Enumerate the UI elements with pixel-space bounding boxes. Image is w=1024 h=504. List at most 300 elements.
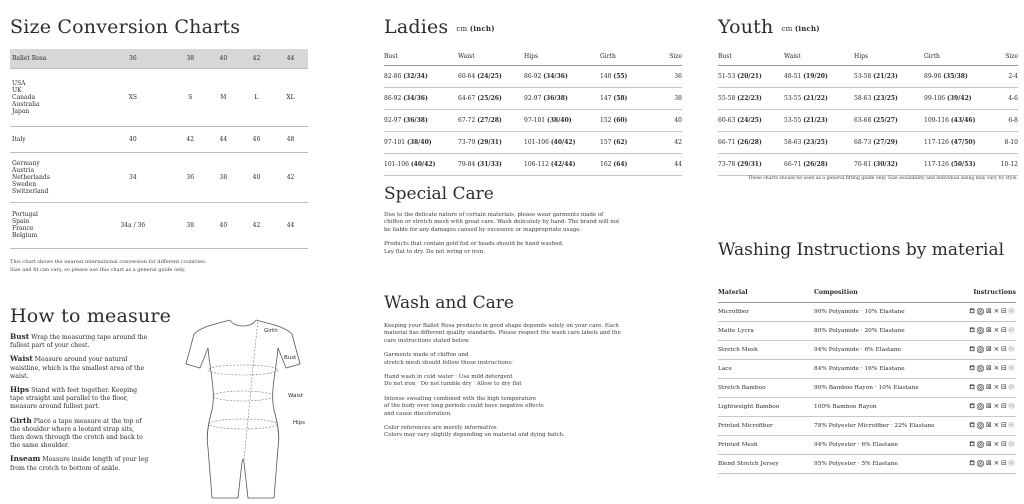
youth-title <box>718 16 820 38</box>
cm-value: 140 <box>600 72 614 80</box>
column-header: Material <box>718 284 814 302</box>
measure-term: Hips <box>10 385 30 395</box>
inch-value: (34/36) <box>403 94 428 102</box>
bust-cell <box>384 131 458 153</box>
bust-cell <box>718 153 784 175</box>
measure-list <box>10 333 150 478</box>
hips-cell <box>854 65 924 87</box>
composition-cell: 90% Bamboo Rayon · 10% Elastane <box>814 378 944 397</box>
cm-value: 82-86 <box>384 72 404 80</box>
column-header: Size <box>658 49 682 65</box>
hips-cell <box>854 153 924 175</box>
waist-cell <box>784 109 854 131</box>
measure-item <box>10 386 150 412</box>
value-cell: 40 <box>207 202 240 248</box>
material-cell: Blend Stretch Jersey <box>718 454 814 473</box>
inch-value: (24/25) <box>477 72 502 80</box>
cm-value: 117-126 <box>924 160 951 168</box>
inch-value: (36/38) <box>543 94 568 102</box>
table-header <box>718 49 1018 65</box>
size-cell: 38 <box>658 87 682 109</box>
no-iron-icon: ⨯ <box>993 402 1001 410</box>
dry-flat-icon: ⊟ <box>1000 421 1009 429</box>
hips-cell <box>524 87 600 109</box>
dry-clean-icon: ⓪ <box>1008 364 1016 372</box>
measure-item <box>10 333 150 350</box>
waist-cell <box>458 153 524 175</box>
inch-value: (19/20) <box>803 72 828 80</box>
cm-value: 66-71 <box>718 138 738 146</box>
care-icons <box>944 397 1016 416</box>
wash-care-title: Wash and Care <box>384 293 514 313</box>
material-cell: Stretch Bamboo <box>718 378 814 397</box>
no-iron-icon: ⨯ <box>993 421 1001 429</box>
cm-value: 89-96 <box>924 72 944 80</box>
table-row <box>384 87 682 109</box>
value-cell: 34 <box>92 152 174 202</box>
material-cell: Lightweight Bamboo <box>718 397 814 416</box>
inch-value: (21/22) <box>803 94 828 102</box>
hand-wash-icon: ⛾ <box>969 345 977 353</box>
composition-cell: 94% Polyamide · 6% Elastane <box>814 340 944 359</box>
no-bleach-icon: ⨷ <box>976 326 986 334</box>
girth-cell <box>600 109 658 131</box>
care-icons <box>944 321 1016 340</box>
unit-label <box>456 25 494 33</box>
bust-cell <box>384 87 458 109</box>
material-cell: Lace <box>718 359 814 378</box>
value-cell: 40 <box>92 126 174 152</box>
hips-cell <box>524 65 600 87</box>
column-header: Girth <box>600 49 658 65</box>
paragraph: Color references are merely informative. <box>384 425 499 432</box>
inch-value: (40/42) <box>550 138 576 146</box>
bust-cell <box>718 65 784 87</box>
hand-wash-icon: ⛾ <box>969 383 977 391</box>
waist-label: Waist <box>288 393 304 399</box>
no-bleach-icon: ⨷ <box>976 307 986 315</box>
hips-cell <box>524 131 600 153</box>
bust-cell <box>384 65 458 87</box>
no-iron-icon: ⨯ <box>993 383 1001 391</box>
no-bleach-icon: ⨷ <box>976 364 986 372</box>
material-cell: Matte Lycra <box>718 321 814 340</box>
size-cell: 6-8 <box>990 109 1018 131</box>
waist-cell <box>458 131 524 153</box>
waist-cell <box>784 87 854 109</box>
unit-cm: cm <box>456 24 468 33</box>
inch-value: (23/25) <box>873 94 898 102</box>
measure-term: Inseam <box>10 454 41 464</box>
girth-cell <box>600 87 658 109</box>
unit-inch: (inch) <box>794 23 820 33</box>
cm-value: 117-126 <box>924 138 951 146</box>
table-row <box>384 153 682 175</box>
dry-flat-icon: ⊟ <box>1000 440 1009 448</box>
girth-cell <box>924 87 990 109</box>
note-text: Size and fit can vary, so please use this chart as a general guide only. <box>10 267 186 273</box>
column-header: Bust <box>718 49 784 65</box>
girth-cell <box>600 153 658 175</box>
value-cell: 38 <box>207 152 240 202</box>
waist-cell <box>784 131 854 153</box>
measure-desc: Stand with feet together. Keeping tape straight and parallel to the floor, measure around fullest part. <box>10 387 138 411</box>
value-cell: 44 <box>273 202 308 248</box>
country-name: UK <box>12 86 22 94</box>
country-name: Italy <box>12 135 26 143</box>
inch-value: (31/33) <box>477 160 502 168</box>
material-cell: Printed Mesh <box>718 435 814 454</box>
measure-desc: Place a tape measure at the top of the shoulder where a leotard strap sits, then down through the crotch and back to the same shoulder. <box>10 417 143 450</box>
unit-inch: (inch) <box>469 23 495 33</box>
column-header: Girth <box>924 49 990 65</box>
washing-title: Washing Instructions by material <box>718 240 1005 260</box>
value-cell: 42 <box>174 126 207 152</box>
no-tumble-dry-icon: ⊠ <box>986 307 994 315</box>
inch-value: (55) <box>613 72 628 80</box>
cm-value: 53-55 <box>784 94 804 102</box>
inch-value: (35/38) <box>943 72 968 80</box>
no-bleach-icon: ⨷ <box>976 440 986 448</box>
cm-value: 106-112 <box>524 160 551 168</box>
cm-value: 97-101 <box>384 138 408 146</box>
column-header: Composition <box>814 284 944 302</box>
dry-flat-icon: ⊟ <box>1000 326 1009 334</box>
paragraph: stretch mesh should follow these instructions: <box>384 359 513 366</box>
cm-value: 58-63 <box>784 138 804 146</box>
bust-cell <box>718 87 784 109</box>
ladies-column <box>384 0 682 504</box>
value-cell: 46 <box>240 126 273 152</box>
cm-value: 97-101 <box>524 116 548 124</box>
youth-size-table <box>718 49 1018 176</box>
hips-cell <box>524 153 600 175</box>
no-iron-icon: ⨯ <box>993 440 1001 448</box>
body-outline-illustration <box>178 312 308 502</box>
inch-value: (21/23) <box>873 72 898 80</box>
dry-flat-icon: ⊟ <box>1000 345 1009 353</box>
paragraph: Colors may vary slightly depending on material and dying batch. <box>384 432 565 439</box>
table-row <box>384 109 682 131</box>
cm-value: 60-63 <box>718 116 738 124</box>
table-row <box>10 126 308 152</box>
value-cell: S <box>174 68 207 126</box>
inch-value: (38/40) <box>407 138 432 146</box>
no-bleach-icon: ⨷ <box>976 421 986 429</box>
inch-value: (25/27) <box>873 116 898 124</box>
table-row <box>718 153 1018 175</box>
care-icons <box>944 340 1016 359</box>
table-row <box>384 131 682 153</box>
inch-value: (36/38) <box>403 116 428 124</box>
inch-value: (32/34) <box>403 72 428 80</box>
note-text: This chart shows the nearest international conversion for different countries. <box>10 259 207 265</box>
dry-clean-icon: ⓪ <box>1008 307 1016 315</box>
size-cell: 38 <box>174 49 207 68</box>
country-name: Australia <box>12 100 40 108</box>
no-tumble-dry-icon: ⊠ <box>986 326 994 334</box>
paragraph: Garments made of chiffon and <box>384 352 469 359</box>
hand-wash-icon: ⛾ <box>969 364 977 372</box>
conversion-notes <box>10 258 310 274</box>
cm-value: 53-55 <box>784 116 804 124</box>
value-cell: L <box>240 68 273 126</box>
no-tumble-dry-icon: ⊠ <box>986 364 994 372</box>
inch-value: (62) <box>613 138 628 146</box>
inch-value: (60) <box>613 116 628 124</box>
girth-cell <box>924 109 990 131</box>
country-name: Canada <box>12 93 36 101</box>
country-name: Portugal <box>12 211 38 218</box>
table-header <box>718 284 1016 302</box>
size-cell: 44 <box>658 153 682 175</box>
special-care-text <box>384 212 624 256</box>
dry-flat-icon: ⊟ <box>1000 459 1009 467</box>
value-cell: 34a / 36 <box>92 202 174 248</box>
inch-value: (27/28) <box>477 116 502 124</box>
size-cell: 36 <box>658 65 682 87</box>
care-icons <box>944 302 1016 321</box>
dry-clean-icon: ⓪ <box>1008 345 1016 353</box>
table-row <box>718 397 1016 416</box>
cm-value: 67-72 <box>458 116 478 124</box>
bust-cell <box>718 109 784 131</box>
paragraph: Products that contain gold foil or heads should be hand washed. <box>384 241 564 248</box>
inch-value: (29/31) <box>737 160 762 168</box>
value-cell: 44 <box>207 126 240 152</box>
inch-value: (21/23) <box>803 116 828 124</box>
table-header <box>384 49 682 65</box>
cm-value: 86-92 <box>524 72 544 80</box>
cm-value: 60-64 <box>458 72 478 80</box>
waist-cell <box>784 153 854 175</box>
measure-desc: Measure inside length of your leg from the crotch to bottom of ankle. <box>10 456 149 472</box>
measure-title: How to measure <box>10 305 172 327</box>
care-icons <box>944 359 1016 378</box>
hand-wash-icon: ⛾ <box>969 326 977 334</box>
bust-label: Bust <box>284 355 297 361</box>
ladies-title-text: Ladies <box>384 16 449 38</box>
paragraph: of the body over long periods could have negative effects <box>384 403 544 410</box>
inch-value: (38/40) <box>547 116 572 124</box>
value-cell: M <box>207 68 240 126</box>
measure-desc: Measure around your natural waistline, which is the smallest area of the waist. <box>10 356 145 380</box>
waist-cell <box>784 65 854 87</box>
hips-cell <box>854 131 924 153</box>
cm-value: 101-106 <box>384 160 411 168</box>
value-cell: 48 <box>273 126 308 152</box>
composition-cell: 100% Bamboo Rayon <box>814 397 944 416</box>
cm-value: 101-106 <box>524 138 551 146</box>
inch-value: (40/42) <box>410 160 436 168</box>
value-cell: XL <box>273 68 308 126</box>
dry-clean-icon: ⓪ <box>1008 421 1016 429</box>
column-header: Waist <box>458 49 524 65</box>
girth-cell <box>924 65 990 87</box>
table-row <box>718 416 1016 435</box>
measure-term: Waist <box>10 354 33 364</box>
country-name: USA <box>12 79 26 87</box>
table-row <box>718 87 1018 109</box>
paragraph: Intense sweating combined with the high temperature <box>384 395 537 402</box>
dry-clean-icon: ⓪ <box>1008 383 1016 391</box>
no-tumble-dry-icon: ⊠ <box>986 402 994 410</box>
inch-value: (43/46) <box>950 116 976 124</box>
girth-cell <box>924 153 990 175</box>
value-cell: 42 <box>273 152 308 202</box>
size-cell: 4-6 <box>990 87 1018 109</box>
paragraph: and cause discoloration. <box>384 410 452 417</box>
country-name: Belgium <box>12 232 38 239</box>
size-cell: 44 <box>273 49 308 68</box>
cm-value: 92-97 <box>524 94 544 102</box>
no-bleach-icon: ⨷ <box>976 402 986 410</box>
dry-flat-icon: ⊟ <box>1000 307 1009 315</box>
inch-value: (24/25) <box>737 116 762 124</box>
measure-item <box>10 455 150 472</box>
size-cell: 42 <box>240 49 273 68</box>
care-icons <box>944 416 1016 435</box>
table-row <box>718 435 1016 454</box>
country-list <box>10 152 92 202</box>
paragraph: Due to the delicate nature of certain materials, please wear garments made of chiffon or stretch mesh with great care. Wash delicately by hand. The brand will not be liable for any damages caused by excessive or inappropriate usage. <box>384 212 620 233</box>
table-row <box>384 65 682 87</box>
measure-item <box>10 355 150 381</box>
composition-cell: 80% Polyamide · 20% Elastane <box>814 321 944 340</box>
inch-value: (26/28) <box>737 138 762 146</box>
no-bleach-icon: ⨷ <box>976 383 986 391</box>
dry-flat-icon: ⊟ <box>1000 402 1009 410</box>
girth-cell <box>924 131 990 153</box>
cm-value: 73-79 <box>458 138 478 146</box>
care-icons <box>944 378 1016 397</box>
girth-cell <box>600 65 658 87</box>
youth-column <box>718 0 1018 504</box>
care-icons <box>944 435 1016 454</box>
country-name: Sweden <box>12 180 37 188</box>
no-tumble-dry-icon: ⊠ <box>986 459 994 467</box>
dry-flat-icon: ⊟ <box>1000 364 1009 372</box>
material-cell: Microfiber <box>718 302 814 321</box>
hand-wash-icon: ⛾ <box>969 421 977 429</box>
conversion-title: Size Conversion Charts <box>10 16 241 38</box>
table-row <box>10 68 308 126</box>
measure-item <box>10 417 150 451</box>
inch-value: (20/21) <box>737 72 762 80</box>
hips-label: Hips <box>293 420 306 426</box>
country-name: Netherlands <box>12 173 50 181</box>
inch-value: (39/42) <box>947 94 972 102</box>
composition-cell: 90% Polyamide · 10% Elastane <box>814 302 944 321</box>
table-row <box>718 321 1016 340</box>
cm-value: 109-116 <box>924 116 951 124</box>
measure-term: Girth <box>10 415 32 425</box>
column-header: Instructions <box>944 284 1016 302</box>
value-cell: 38 <box>174 202 207 248</box>
column-header: Size <box>990 49 1018 65</box>
cm-value: 51-53 <box>718 72 738 80</box>
youth-title-text: Youth <box>718 16 774 38</box>
hand-wash-icon: ⛾ <box>969 307 977 315</box>
dry-clean-icon: ⓪ <box>1008 459 1016 467</box>
inch-value: (47/50) <box>950 138 976 146</box>
girth-label: Girth <box>264 328 278 334</box>
country-name: Spain <box>12 218 30 225</box>
cm-value: 73-78 <box>718 160 738 168</box>
size-cell: 40 <box>658 109 682 131</box>
cm-value: 92-97 <box>384 116 404 124</box>
unit-label <box>781 25 819 33</box>
size-cell: 2-4 <box>990 65 1018 87</box>
waist-cell <box>458 87 524 109</box>
country-name: Austria <box>12 166 35 174</box>
dry-clean-icon: ⓪ <box>1008 402 1016 410</box>
no-bleach-icon: ⨷ <box>976 345 986 353</box>
composition-cell: 78% Polyester Microfiber · 22% Elastane <box>814 416 944 435</box>
cm-value: 55-58 <box>718 94 738 102</box>
paragraph: Keeping your Ballet Rosa products in good shape depends solely on your care. Each material has different quality standards. Please respect the wash care labels and the care instructions stated below. <box>384 323 621 344</box>
cm-value: 162 <box>600 160 614 168</box>
no-bleach-icon: ⨷ <box>976 459 986 467</box>
size-cell: 40 <box>207 49 240 68</box>
bust-cell <box>384 109 458 131</box>
cm-value: 157 <box>600 138 614 146</box>
no-tumble-dry-icon: ⊠ <box>986 383 994 391</box>
material-cell: Printed Microfiber <box>718 416 814 435</box>
care-icons <box>944 454 1016 473</box>
inch-value: (26/28) <box>803 160 828 168</box>
column-header: Bust <box>384 49 458 65</box>
hips-cell <box>854 109 924 131</box>
washing-table <box>718 284 1016 474</box>
conversion-table <box>10 49 308 249</box>
hips-cell <box>524 109 600 131</box>
cm-value: 152 <box>600 116 614 124</box>
table-row <box>718 302 1016 321</box>
inch-value: (64) <box>613 160 628 168</box>
no-iron-icon: ⨯ <box>993 326 1001 334</box>
bust-cell <box>718 131 784 153</box>
special-care-title: Special Care <box>384 184 494 204</box>
inch-value: (25/26) <box>477 94 502 102</box>
column-header: Waist <box>784 49 854 65</box>
waist-cell <box>458 65 524 87</box>
country-list <box>10 202 92 248</box>
ladies-size-table <box>384 49 682 176</box>
cm-value: 66-71 <box>784 160 804 168</box>
inch-value: (34/36) <box>543 72 568 80</box>
cm-value: 53-58 <box>854 72 874 80</box>
column-header: Hips <box>854 49 924 65</box>
table-row <box>10 202 308 248</box>
inch-value: (30/32) <box>873 160 898 168</box>
waist-cell <box>458 109 524 131</box>
cm-value: 68-73 <box>854 138 874 146</box>
table-row <box>718 378 1016 397</box>
table-row <box>718 454 1016 473</box>
size-cell: 10-12 <box>990 153 1018 175</box>
table-row <box>718 359 1016 378</box>
no-iron-icon: ⨯ <box>993 345 1001 353</box>
value-cell: 40 <box>240 152 273 202</box>
ladies-title <box>384 16 495 38</box>
cm-value: 79-84 <box>458 160 478 168</box>
cm-value: 86-92 <box>384 94 404 102</box>
no-iron-icon: ⨯ <box>993 459 1001 467</box>
country-name: Switzerland <box>12 187 49 195</box>
cm-value: 58-63 <box>854 94 874 102</box>
composition-cell: 94% Polyester · 6% Elastane <box>814 435 944 454</box>
